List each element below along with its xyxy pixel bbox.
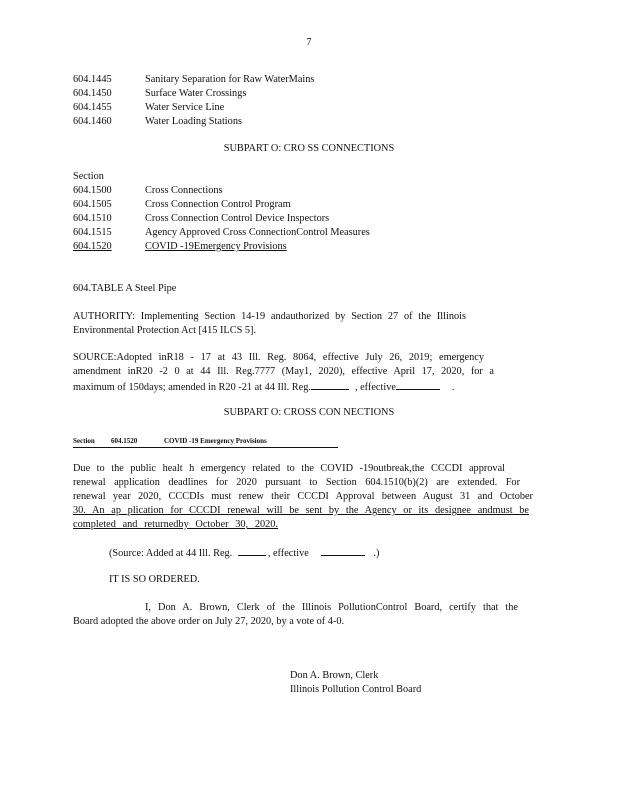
paragraph-line: Due to the public healt h emergency related to the COVID -19outbreak,the CCCDI approval: [73, 463, 505, 474]
signature-title: Illinois Pollution Control Board: [290, 684, 422, 695]
section-code: 604.1450: [73, 88, 112, 99]
section-heading-title: COVID -19 Emergency Provisions: [164, 437, 267, 445]
section-heading: [73, 436, 338, 448]
page-number: 7: [306, 37, 312, 48]
section-title: Water Service Line: [145, 102, 225, 113]
section-heading-code: 604.1520: [111, 437, 138, 445]
subpart-heading: SUBPART O: CRO SS CONNECTIONS: [223, 143, 395, 154]
section-code: 604.1505: [73, 199, 112, 210]
section-heading-label: Section: [73, 437, 95, 445]
source-text: .: [451, 382, 455, 393]
source-note-text: (Source: Added at 44 Ill. Reg.: [109, 548, 233, 559]
blank-field: [311, 379, 349, 390]
source-note: [109, 545, 379, 560]
section-code: 604.1500: [73, 185, 112, 196]
section-title: Water Loading Stations: [145, 116, 242, 127]
section-label: Section: [73, 171, 104, 182]
section-code: 604.1445: [73, 74, 112, 85]
source-line: [73, 379, 455, 394]
blank-field: [396, 379, 440, 390]
section-title: Agency Approved Cross ConnectionControl Measures: [145, 227, 370, 238]
table-line: 604.TABLE A Steel Pipe: [73, 283, 177, 294]
section-title: Cross Connection Control Device Inspectors: [145, 213, 330, 224]
source-line: SOURCE:Adopted inR18 - 17 at 43 Ill. Reg. 8064, effective July 26, 2019; emergency: [73, 352, 484, 363]
section-code: 604.1460: [73, 116, 112, 127]
source-text: , effective: [354, 382, 396, 393]
section-title: Cross Connection Control Program: [145, 199, 291, 210]
section-code: 604.1510: [73, 213, 112, 224]
source-note-text: .): [373, 548, 380, 559]
source-note-text: , effective: [267, 548, 309, 559]
section-code: 604.1455: [73, 102, 112, 113]
source-text: maximum of 150days; amended in R20 -21 at 44 Ill. Reg.: [73, 382, 311, 393]
paragraph-line: 30. An ap plication for CCCDI renewal will be sent by the Agency or its designee andmust be: [73, 505, 529, 516]
certification-line: Board adopted the above order on July 27, 2020, by a vote of 4-0.: [73, 616, 345, 627]
section-code: 604.1515: [73, 227, 112, 238]
authority-line: Environmental Protection Act [415 ILCS 5].: [73, 325, 257, 336]
signature-name: Don A. Brown, Clerk: [290, 670, 379, 681]
source-line: amendment inR20 -2 0 at 44 Ill. Reg.7777 (May1, 2020), effective April 17, 2020, for a: [73, 366, 494, 377]
paragraph-line: renewal application deadlines for 2020 pursuant to Section 604.1510(b)(2) are extended. For: [73, 477, 520, 488]
paragraph-line: completed and returnedby October 30, 2020.: [73, 519, 278, 530]
blank-field: [321, 545, 365, 556]
section-title: COVID -19Emergency Provisions: [145, 241, 287, 252]
authority-line: AUTHORITY: Implementing Section 14-19 andauthorized by Section 27 of the Illinois: [73, 311, 466, 322]
blank-field: [238, 545, 266, 556]
section-title: Cross Connections: [145, 185, 223, 196]
section-title: Sanitary Separation for Raw WaterMains: [145, 74, 315, 85]
subpart-heading: SUBPART O: CROSS CON NECTIONS: [223, 407, 395, 418]
certification-line: I, Don A. Brown, Clerk of the Illinois PollutionControl Board, certify that the: [145, 602, 518, 613]
section-code: 604.1520: [73, 241, 112, 252]
paragraph-line: renewal year 2020, CCCDIs must renew their CCCDI Approval between August 31 and October: [73, 491, 533, 502]
section-title: Surface Water Crossings: [145, 88, 247, 99]
ordered-statement: IT IS SO ORDERED.: [109, 574, 200, 585]
